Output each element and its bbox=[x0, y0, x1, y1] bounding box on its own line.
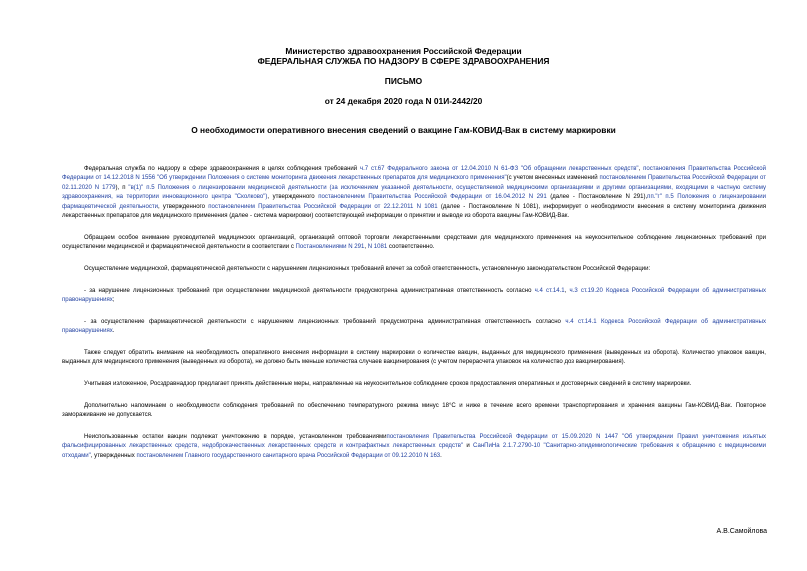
text: - за нарушение лицензионных требований при осуществлении медицинской деятельности предусмотрена административная ответственность согласно bbox=[84, 287, 535, 294]
document-subject: О необходимости оперативного внесения сведений о вакцине Гам-КОВИД-Вак в систему маркировки bbox=[191, 125, 616, 135]
decree-link[interactable]: постановлением Правительства Российской Федерации от 16.04.2012 N 291 bbox=[318, 194, 547, 201]
text: , bbox=[364, 244, 368, 251]
paragraph-4 bbox=[62, 287, 766, 306]
text: (далее - Постановление N 291), bbox=[546, 194, 648, 201]
text: (с учетом внесенных изменений bbox=[506, 175, 600, 182]
paragraph-7: Учитывая изложенное, Росздравнадзор предлагает принять действенные меры, направленные на неукоснительное соблюдение сроков предоставления оперативных и достоверных сведений в систему маркировки. bbox=[84, 380, 692, 387]
ministry-name: Министерство здравоохранения Российской Федерации bbox=[285, 46, 522, 56]
paragraph-3: Осуществление медицинской, фармацевтической деятельности с нарушением лицензионных требований влечет за собой ответственность, установленную законодательством Российской Федерации: bbox=[84, 265, 651, 272]
paragraph-6: Также следует обратить внимание на необходимость оперативного внесения информации в систему маркировки о количестве вакцин, выданных для медицинского применения (выведенных из оборота). Количество упаковок вакцин, выданных для медицинского применения (выведенных из оборота), не должно быть меньше количества случаев вакцинирования (с учетом перерасчета упаковок на количество доз вакцинирования). bbox=[62, 349, 766, 366]
text: , утвержденных bbox=[90, 452, 137, 459]
text: , утвержденного bbox=[158, 203, 209, 210]
text: . bbox=[440, 452, 442, 459]
text: , bbox=[638, 166, 644, 172]
letter-body bbox=[62, 165, 766, 473]
decree-link[interactable]: N 1081 bbox=[367, 244, 388, 251]
paragraph-1 bbox=[62, 165, 766, 221]
sanpin-link[interactable]: СанПиНа 2.1.7.2790-10 "Санитарно-эпидемиологические требования к обращению с медицинскими отходами" bbox=[62, 443, 766, 459]
paragraph-8: Дополнительно напоминаем о необходимости соблюдения требований по обеспечению температурного режима минус 18°С и ниже в течение всего времени транспортирования и хранения вакцины Гам-КОВИД-Вак. Повторное замораживание не допускается. bbox=[62, 402, 766, 418]
regulation-link[interactable]: пп."г" п.5 Положения о лицензировании фармацевтической деятельности bbox=[62, 194, 766, 210]
text: Обращаем особое внимание руководителей медицинских организаций, организаций оптовой торговли лекарственными средствами для медицинского применения на неукоснительное соблюдение лицензионных требований при осуществлении медицинской и фармацевтической деятельности в соответствии с bbox=[62, 234, 766, 251]
decree-link[interactable]: постановлением Главного государственного санитарного врача Российской Федерации от 09.12.2010 N 163 bbox=[136, 452, 441, 459]
text: Федеральная служба по надзору в сфере здравоохранения в целях соблюдения требований bbox=[84, 166, 360, 172]
text: , утвержденного bbox=[267, 194, 319, 201]
text: соответственно. bbox=[387, 244, 435, 251]
decree-link[interactable]: постановлением Правительства Российской Федерации от 02.11.2020 N 1779 bbox=[62, 175, 766, 191]
text: , bbox=[564, 287, 570, 294]
signature: А.В.Самойлова bbox=[716, 528, 767, 535]
text: . bbox=[112, 328, 115, 335]
text: ; bbox=[112, 296, 115, 303]
code-link[interactable]: ч.3 ст.19.20 Кодекса Российской Федерации об административных правонарушениях bbox=[62, 287, 766, 303]
paragraph-9 bbox=[62, 433, 766, 461]
text: - за осуществление фармацевтической деятельности с нарушением лицензионных требований предусмотрена административная ответственность согласно bbox=[84, 318, 566, 325]
text: ), п bbox=[115, 184, 129, 191]
code-link[interactable]: ч.4 ст.14.1 Кодекса Российской Федерации об административных правонарушениях bbox=[62, 318, 767, 335]
decree-link[interactable]: постановления Правительства Российской Федерации от 15.09.2020 N 1447 "Об утверждении Правил уничтожения изъятых фальсифицированных лекарственных средств, недоброкачественных лекарственных средств и контрафактных лекарственных средств" bbox=[62, 433, 766, 450]
decree-link[interactable]: постановления Правительства Российской Федерации от 14.12.2018 N 1556 "Об утверждении Положения о системе мониторинга движения лекарственных препаратов для медицинского применения" bbox=[62, 166, 766, 182]
decree-link[interactable]: Постановлениями N 291 bbox=[295, 244, 365, 251]
decree-link[interactable]: постановлением Правительства Российской Федерации от 22.12.2011 N 1081 bbox=[208, 203, 438, 210]
paragraph-5 bbox=[62, 318, 766, 337]
document-date-number: от 24 декабря 2020 года N 01И-2442/20 bbox=[324, 96, 483, 106]
code-link[interactable]: ч.4 ст.14.1 bbox=[534, 287, 565, 294]
document-type: ПИСЬМО bbox=[384, 76, 423, 86]
text: и bbox=[463, 443, 474, 450]
text: (далее - Постановление N 1081), информирует о необходимости внесения в систему мониторинга движения лекарственных препаратов для медицинского применения (далее - система маркировки) соответствующей информации о принятии и выводе из оборота вакцины Гам-КОВИД-Вак. bbox=[62, 203, 766, 220]
law-link[interactable]: ч.7 ст.67 Федерального закона от 12.04.2010 N 61-ФЗ "Об обращении лекарственных средств" bbox=[359, 166, 639, 172]
service-name: ФЕДЕРАЛЬНАЯ СЛУЖБА ПО НАДЗОРУ В СФЕРЕ ЗДРАВООХРАНЕНИЯ bbox=[257, 56, 550, 66]
text: Неиспользованные остатки вакцин подлежат уничтожению в порядке, установленном требованиями bbox=[84, 433, 387, 440]
regulation-link[interactable]: "в(1)" п.5 Положения о лицензировании медицинской деятельности (за исключением указанной деятельности, осуществляемой медицинскими организациями и другими организациями, входящими в частную систему здравоохранения, на территории инновационного центра "Сколково") bbox=[62, 184, 766, 201]
paragraph-2 bbox=[62, 234, 766, 253]
